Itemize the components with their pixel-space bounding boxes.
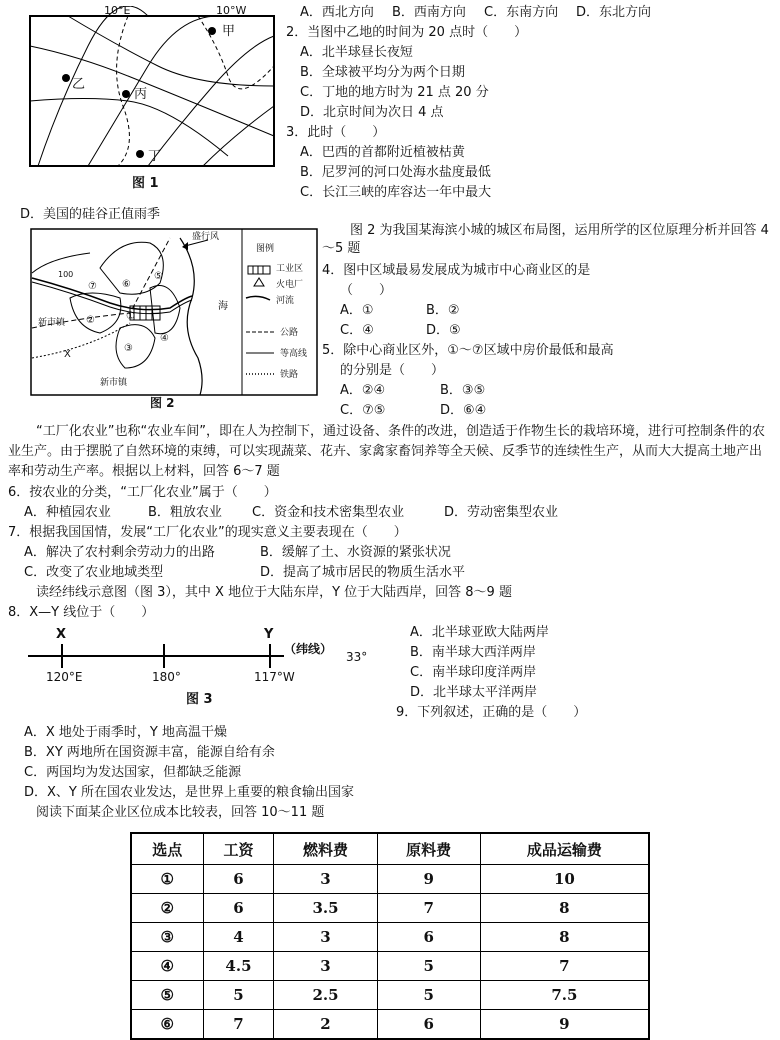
header-site: 选点 — [131, 833, 203, 865]
cell-site: ⑤ — [131, 981, 203, 1010]
q4-blank: （ ） — [340, 283, 393, 298]
q1-option-b: B．西南方向 — [392, 5, 466, 20]
q7-stem: 7．根据我国国情，发展“工厂化农业”的现实意义主要表现在（ ） — [8, 525, 407, 540]
fig2-zone-4: ④ — [160, 333, 169, 344]
q9-option-d: D．X、Y 所在国农业发达，是世界上重要的粮食输出国家 — [24, 785, 354, 800]
cell-material: 5 — [377, 981, 480, 1010]
cell-material: 5 — [377, 952, 480, 981]
fig2-zone-3: ③ — [124, 343, 133, 354]
q4-option-c: C．④ — [340, 323, 374, 338]
q9-option-c: C．两国均为发达国家，但都缺乏能源 — [24, 765, 242, 780]
table-row — [131, 923, 649, 952]
q5-option-c: C．⑦⑤ — [340, 403, 386, 418]
figure-2-map — [30, 228, 318, 398]
q8-stem: 8．X—Y 线位于（ ） — [8, 605, 155, 620]
cell-site: ① — [131, 865, 203, 894]
fig2-zone-5: ⑤ — [154, 271, 163, 282]
fig3-x-label: X — [56, 627, 67, 642]
q5-option-a: A．②④ — [340, 383, 386, 398]
q3-option-d: D．美国的硅谷正值雨季 — [20, 207, 161, 222]
q1-option-a: A．西北方向 — [300, 5, 374, 20]
figure-2 — [30, 228, 318, 412]
fig2-legend-power: 火电厂 — [276, 280, 304, 290]
header-wage: 工资 — [203, 833, 274, 865]
fig3-lat-value: 33° — [346, 650, 368, 664]
q3-stem: 3．此时（ ） — [286, 125, 386, 140]
fig3-lat-name: （纬线） — [284, 642, 333, 656]
fig2-x-mark: X — [64, 349, 71, 360]
fig1-point-ding: 丁 — [148, 149, 162, 164]
fig2-legend-contour: 等高线 — [280, 349, 308, 359]
fig3-caption: 图 3 — [186, 692, 213, 707]
q7-option-c: C．改变了农业地域类型 — [24, 565, 164, 580]
cell-shipping: 9 — [480, 1010, 649, 1040]
q5-stem: 5．除中心商业区外，①～⑦区域中房价最低和最高 — [322, 343, 614, 358]
intro-8-9: 读经纬线示意图（图 3），其中 X 地位于大陆东岸，Y 位于大陆西岸，回答 8～9 题 — [36, 585, 512, 600]
cell-material: 9 — [377, 865, 480, 894]
cell-wage: 7 — [203, 1010, 274, 1040]
fig2-new-town-2: 新市镇 — [100, 378, 128, 388]
fig2-new-town-1: 新市镇 — [38, 318, 66, 328]
q6-option-a: A．种植园农业 — [24, 505, 111, 520]
fig3-lon-117w: 117°W — [254, 670, 295, 684]
q4-option-a: A．① — [340, 303, 374, 318]
cell-shipping: 7 — [480, 952, 649, 981]
q5-option-b: B．③⑤ — [440, 383, 486, 398]
q7-option-b: B．缓解了土、水资源的紧张状况 — [260, 545, 451, 560]
cell-material: 6 — [377, 1010, 480, 1040]
cell-wage: 5 — [203, 981, 274, 1010]
cell-wage: 6 — [203, 865, 274, 894]
q2-option-a: A．北半球昼长夜短 — [300, 45, 413, 60]
fig2-zone-7: ⑦ — [88, 281, 97, 292]
intro-10-11: 阅读下面某企业区位成本比较表，回答 10～11 题 — [36, 805, 325, 820]
cell-shipping: 8 — [480, 894, 649, 923]
cell-fuel: 3 — [274, 952, 377, 981]
q8-option-b: B．南半球大西洋两岸 — [410, 645, 536, 660]
cell-shipping: 7.5 — [480, 981, 649, 1010]
fig3-y-label: Y — [264, 627, 274, 642]
q9-option-a: A．X 地处于雨季时，Y 地高温干燥 — [24, 725, 228, 740]
q8-option-a: A．北半球亚欧大陆两岸 — [410, 625, 549, 640]
q9-stem: 9．下列叙述，正确的是（ ） — [396, 705, 587, 720]
cell-fuel: 3.5 — [274, 894, 377, 923]
fig1-caption: 图 1 — [132, 176, 159, 191]
fig2-legend-river: 河流 — [276, 296, 295, 306]
q8-option-c: C．南半球印度洋两岸 — [410, 665, 537, 680]
q3-option-a: A．巴西的首都附近植被枯黄 — [300, 145, 465, 160]
cell-fuel: 3 — [274, 865, 377, 894]
q2-option-c: C．丁地的地方时为 21 点 20 分 — [300, 85, 489, 100]
fig2-zone-2: ② — [86, 315, 95, 326]
fig1-point-jia: 甲 — [222, 24, 236, 39]
cell-shipping: 10 — [480, 865, 649, 894]
fig2-sea-label: 海 — [218, 301, 228, 312]
table-row — [131, 981, 649, 1010]
q9-option-b: B．XY 两地所在国资源丰富，能源自给有余 — [24, 745, 275, 760]
cell-shipping: 8 — [480, 923, 649, 952]
q6-option-c: C．资金和技术密集型农业 — [252, 505, 405, 520]
fig1-lon-right: 10°W — [216, 4, 247, 17]
fig2-contour-label: 100 — [58, 270, 74, 279]
cell-fuel: 2.5 — [274, 981, 377, 1010]
cell-fuel: 2 — [274, 1010, 377, 1040]
cell-site: ② — [131, 894, 203, 923]
fig3-lon-180: 180° — [152, 670, 181, 684]
table-header-row — [131, 833, 649, 865]
fig2-zone-1: ① — [126, 311, 135, 322]
figure-1-map — [28, 6, 278, 196]
cell-wage: 6 — [203, 894, 274, 923]
header-fuel: 燃料费 — [274, 833, 377, 865]
cell-site: ③ — [131, 923, 203, 952]
figure-3 — [26, 626, 386, 710]
q1-option-c: C．东南方向 — [484, 5, 559, 20]
table-row — [131, 865, 649, 894]
q2-option-d: D．北京时间为次日 4 点 — [300, 105, 444, 120]
q2-option-b: B．全球被平均分为两个日期 — [300, 65, 465, 80]
fig3-lon-120e: 120°E — [46, 670, 83, 684]
fig2-legend-title: 图例 — [256, 244, 275, 254]
intro-4-5: 图 2 为我国某海滨小城的城区布局图，运用所学的区位原理分析并回答 4～5 题 — [322, 223, 769, 256]
q4-option-d: D．⑤ — [426, 323, 461, 338]
passage-6-7: “工厂化农业”也称“农业车间”，即在人为控制下，通过设备、条件的改进，创造适于作物生长的栽培环境，进行可控制条件的农业生产。由于摆脱了自然环境的束缚，可以实现蔬菜、花卉、家禽家畜饲养等全天候、反季节的连续性生产，从而大大提高土地产出率和劳动生产率。根据以上材料，回答 6～7 题 — [8, 424, 765, 479]
table-row — [131, 1010, 649, 1040]
fig2-wind-label: 盛行风 — [192, 232, 220, 242]
table-row — [131, 952, 649, 981]
location-cost-table — [130, 832, 650, 1040]
header-shipping: 成品运输费 — [480, 833, 649, 865]
q6-option-d: D．劳动密集型农业 — [444, 505, 559, 520]
cell-site: ④ — [131, 952, 203, 981]
table-row — [131, 894, 649, 923]
q7-option-a: A．解决了农村剩余劳动力的出路 — [24, 545, 215, 560]
fig2-zone-6: ⑥ — [122, 279, 131, 290]
fig2-legend-road: 公路 — [280, 328, 299, 338]
fig2-legend-railway: 铁路 — [280, 370, 299, 380]
q3-option-b: B．尼罗河的河口处海水盐度最低 — [300, 165, 491, 180]
q6-stem: 6．按农业的分类，“工厂化农业”属于（ ） — [8, 485, 277, 500]
q5-stem-2: 的分别是（ ） — [340, 363, 445, 378]
q4-option-b: B．② — [426, 303, 460, 318]
fig1-lon-left: 10°E — [104, 4, 131, 17]
q5-option-d: D．⑥④ — [440, 403, 487, 418]
q2-stem: 2．当图中乙地的时间为 20 点时（ ） — [286, 25, 528, 40]
fig1-point-bing: 丙 — [134, 87, 148, 102]
q1-option-d: D．东北方向 — [576, 5, 652, 20]
q6-option-b: B．粗放农业 — [148, 505, 222, 520]
q3-option-c: C．长江三峡的库容达一年中最大 — [300, 185, 492, 200]
header-material: 原料费 — [377, 833, 480, 865]
cell-fuel: 3 — [274, 923, 377, 952]
cell-site: ⑥ — [131, 1010, 203, 1040]
cell-wage: 4.5 — [203, 952, 274, 981]
q4-stem: 4．图中区域最易发展成为城市中心商业区的是 — [322, 263, 591, 278]
cell-material: 6 — [377, 923, 480, 952]
q8-option-d: D．北半球太平洋两岸 — [410, 685, 538, 700]
q7-option-d: D．提高了城市居民的物质生活水平 — [260, 565, 466, 580]
cell-material: 7 — [377, 894, 480, 923]
fig2-caption: 图 2 — [150, 396, 175, 410]
fig1-point-yi: 乙 — [72, 77, 86, 92]
cell-wage: 4 — [203, 923, 274, 952]
fig2-legend-industrial: 工业区 — [276, 264, 304, 274]
figure-1 — [28, 6, 278, 196]
